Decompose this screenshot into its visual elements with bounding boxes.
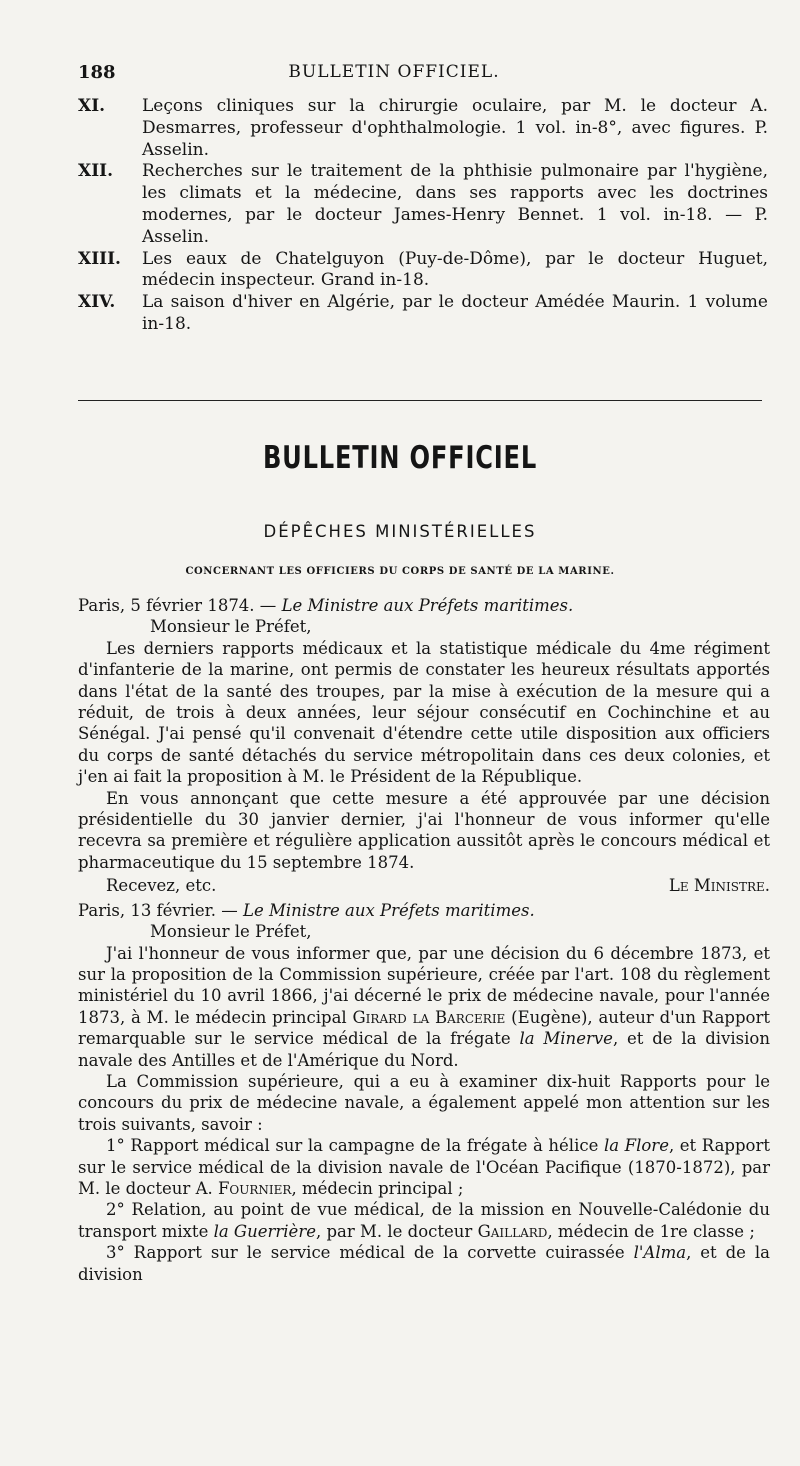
dateline-prefix: Paris, 13 février. — bbox=[78, 900, 238, 920]
text-run: (Eugène), auteur d'un Rapport remarquable sur le service médical de la frégate bbox=[78, 1007, 770, 1049]
dateline-prefix: Paris, 5 février 1874. — bbox=[78, 596, 277, 615]
text-run: , médecin de 1re classe ; bbox=[547, 1221, 755, 1241]
list-item bbox=[78, 1135, 770, 1199]
bibliography-list bbox=[78, 96, 768, 336]
section-divider bbox=[78, 400, 762, 401]
text-run: 1° Rapport médical sur la campagne de la frégate à hélice bbox=[106, 1136, 604, 1156]
paragraph: Les derniers rapports médicaux et la statistique médicale du 4me régiment d'infanterie de la marine, ont permis de constater les heureux résultats apportés dans l'état de la santé des troupes, par la mise à exécution de la mesure qui a réduit, de trois à deux années, leur séjour consécutif en Cochinchine et au Sénégal. J'ai pensé qu'il convenait d'étendre cette utile disposition aux officiers du corps de santé détachés du service métropolitain dans ces deux colonies, et j'en ai fait la proposition à M. le Président de la République. bbox=[78, 638, 770, 787]
text-run: 2° Relation, au point de vue médical, de la mission en Nouvelle-Calédonie du transport mixte bbox=[78, 1200, 770, 1241]
bibliography-item bbox=[78, 161, 768, 248]
closing-line bbox=[78, 875, 770, 896]
item-number: XIV. bbox=[78, 292, 116, 313]
ship-name: la Minerve bbox=[519, 1029, 613, 1049]
ship-name: la Guerrière bbox=[213, 1221, 316, 1241]
item-text: Recherches sur le traitement de la phthisie pulmonaire par l'hygiène, les climats et la médecine, dans ses rapports avec les doctrines modernes, par le docteur James-Henry Bennet. 1 vol. in-18. — P. Asselin. bbox=[142, 161, 768, 247]
page-number: 188 bbox=[78, 62, 116, 83]
person-name: Girard la Barcerie bbox=[352, 1007, 506, 1027]
person-name: Fournier bbox=[217, 1178, 292, 1198]
item-number: XIII. bbox=[78, 248, 121, 269]
text-run: , et Rapport sur le service médical de la division navale de l'Océan Pacifique (1870-1872), par M. le docteur A. bbox=[78, 1136, 770, 1198]
dispatch-dateline bbox=[78, 595, 770, 616]
dateline-title: Le Ministre aux Préfets maritimes. bbox=[281, 596, 574, 615]
list-item bbox=[78, 1242, 770, 1285]
ship-name: l'Alma bbox=[633, 1243, 687, 1263]
paragraph bbox=[78, 943, 770, 1071]
text-run: , et de la division navale des Antilles et de l'Amérique du Nord. bbox=[78, 1029, 770, 1070]
dispatches-body bbox=[78, 595, 770, 1285]
bibliography-item bbox=[78, 249, 768, 293]
paragraph: En vous annonçant que cette mesure a été approuvée par une décision présidentielle du 30 janvier dernier, j'ai l'honneur de vous informer qu'elle recevra sa première et régulière application aussitôt après le concours médical et pharmaceutique du 15 septembre 1874. bbox=[78, 788, 770, 872]
list-item bbox=[78, 1199, 770, 1242]
paragraph: La Commission supérieure, qui a eu à examiner dix-huit Rapports pour le concours du prix de médecine navale, a également appelé mon attention sur les trois suivants, savoir : bbox=[78, 1071, 770, 1134]
item-text: La saison d'hiver en Algérie, par le docteur Amédée Maurin. 1 volume in-18. bbox=[142, 292, 768, 334]
dispatch-dateline bbox=[78, 900, 770, 921]
running-title: BULLETIN OFFICIEL. bbox=[288, 62, 500, 82]
text-run: , médecin principal ; bbox=[291, 1178, 464, 1198]
text-run: 3° Rapport sur le service médical de la corvette cuirassée bbox=[106, 1243, 634, 1263]
signature: Le Ministre. bbox=[668, 876, 770, 896]
closing-text: Recevez, etc. bbox=[106, 876, 217, 896]
text-run: , et de la division bbox=[78, 1243, 770, 1284]
salutation: Monsieur le Préfet, bbox=[150, 617, 312, 637]
item-number: XI. bbox=[78, 96, 106, 116]
dateline-title: Le Ministre aux Préfets maritimes. bbox=[243, 900, 535, 920]
section-subtitle: DÉPÊCHES MINISTÉRIELLES bbox=[263, 522, 537, 541]
page-header bbox=[78, 62, 710, 88]
item-number: XII. bbox=[78, 161, 114, 182]
section-subsubtitle: CONCERNANT LES OFFICIERS DU CORPS DE SANTÉ DE LA MARINE. bbox=[185, 566, 615, 577]
section-title: BULLETIN OFFICIEL bbox=[262, 440, 538, 476]
item-text: Leçons cliniques sur la chirurgie oculaire, par M. le docteur A. Desmarres, professeur d'ophthalmologie. 1 vol. in-8°, avec figures. P. Asselin. bbox=[142, 96, 768, 160]
ship-name: la Flore bbox=[603, 1136, 669, 1156]
person-name: Gaillard bbox=[477, 1221, 548, 1241]
bibliography-item bbox=[78, 292, 768, 336]
bibliography-item bbox=[78, 96, 768, 161]
salutation: Monsieur le Préfet, bbox=[150, 922, 312, 942]
text-run: , par M. le docteur bbox=[315, 1221, 478, 1241]
item-text: Les eaux de Chatelguyon (Puy-de-Dôme), par le docteur Huguet, médecin inspecteur. Grand in-18. bbox=[142, 248, 768, 291]
text-run: J'ai l'honneur de vous informer que, par une décision du 6 décembre 1873, et sur la proposition de la Commission supérieure, créée par l'art. 108 du règlement ministériel du 10 avril 1866, j'ai décerné le prix de médecine navale, pour l'année 1873, à M. le médecin principal bbox=[78, 943, 770, 1027]
